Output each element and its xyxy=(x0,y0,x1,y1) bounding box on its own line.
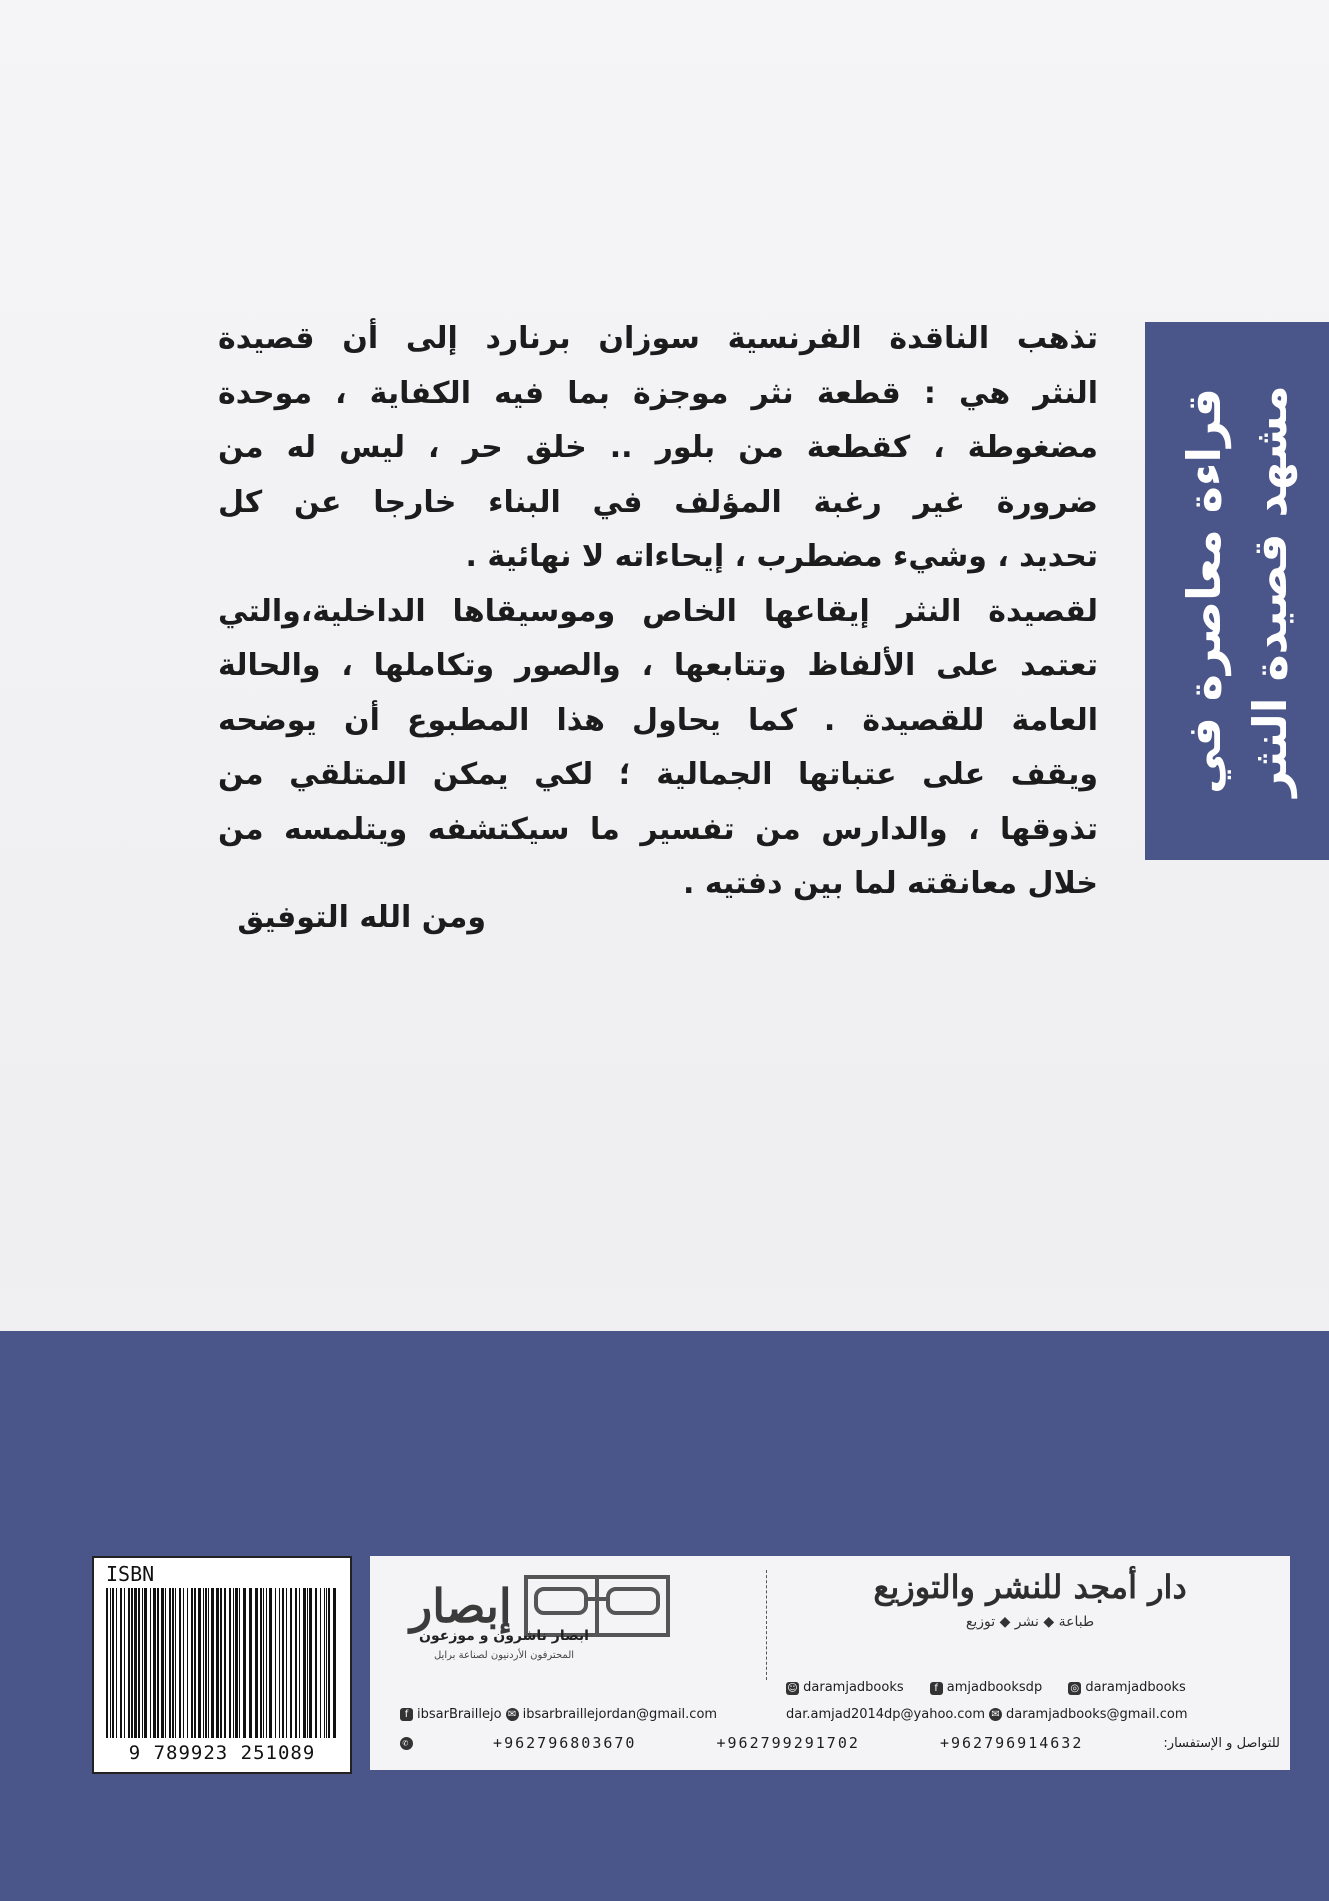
barcode-stripe xyxy=(260,1588,262,1738)
amjad-services: طباعة ◆ نشر ◆ توزيع xyxy=(965,1614,1095,1630)
amjad-email-row xyxy=(786,1707,1188,1722)
contact-label: للتواصل و الإستفسار: xyxy=(1163,1735,1280,1751)
barcode-stripe xyxy=(290,1588,292,1738)
barcode-stripe xyxy=(175,1588,176,1738)
barcode-stripe xyxy=(183,1588,184,1738)
blurb-line: تذهب الناقدة الفرنسية سوزان برنارد إلى أن قصيدة xyxy=(218,321,1098,356)
barcode-stripe xyxy=(255,1588,258,1738)
blurb-line: تحديد ، وشيء مضطرب ، إيحاءاته لا نهائية . xyxy=(465,539,1098,574)
barcode-stripe xyxy=(205,1588,207,1738)
barcode-stripe xyxy=(203,1588,204,1738)
barcode-stripe xyxy=(110,1588,111,1738)
barcode-stripe xyxy=(165,1588,166,1738)
barcode xyxy=(92,1556,352,1774)
barcode-stripe xyxy=(275,1588,276,1738)
facebook-icon: f xyxy=(930,1682,943,1695)
email-icon: ✉ xyxy=(989,1708,1002,1721)
barcode-stripe xyxy=(243,1588,246,1738)
barcode-stripe xyxy=(220,1588,222,1738)
snapchat-item[interactable] xyxy=(786,1680,904,1695)
barcode-stripe xyxy=(239,1588,240,1738)
barcode-stripe xyxy=(224,1588,226,1738)
barcode-stripe xyxy=(128,1588,130,1738)
blurb-line: تذوقها ، والدارس من تفسير ما سيكتشفه ويتلمسه من xyxy=(218,811,1098,847)
title-line-1: قراءة معاصرة في xyxy=(1177,388,1231,794)
vertical-title xyxy=(1171,331,1303,851)
barcode-stripe xyxy=(120,1588,122,1738)
ibsar-contact-row xyxy=(400,1707,717,1722)
barcode-stripe xyxy=(124,1588,125,1738)
barcode-stripe xyxy=(324,1588,325,1738)
facebook-item[interactable] xyxy=(930,1680,1043,1695)
phone-number-1[interactable]: +962796803670 xyxy=(493,1734,637,1752)
instagram-item[interactable] xyxy=(1068,1680,1186,1695)
barcode-stripe xyxy=(263,1588,264,1738)
barcode-stripe xyxy=(295,1588,297,1738)
barcode-stripe xyxy=(299,1588,300,1738)
blurb-line: لقصيدة النثر إيقاعها الخاص وموسيقاها الداخلية،والتي xyxy=(218,593,1098,629)
phone-icon: ✆ xyxy=(400,1737,413,1750)
phone-row xyxy=(400,1734,1280,1752)
ibsar-facebook-handle[interactable]: ibsarBraillejo xyxy=(417,1707,502,1722)
facebook-handle: amjadbooksdp xyxy=(946,1680,1043,1695)
ibsar-caption: ابصار ناشرون و موزعون xyxy=(419,1628,589,1644)
blurb-line: ويقف على عتباتها الجمالية ؛ لكي يمكن المتلقي من xyxy=(218,757,1098,792)
phone-number-3[interactable]: +962796914632 xyxy=(939,1734,1084,1752)
barcode-stripe xyxy=(144,1588,147,1738)
barcode-stripe xyxy=(142,1588,143,1738)
email-icon: ✉ xyxy=(506,1708,519,1721)
barcode-stripe xyxy=(269,1588,272,1738)
barcode-stripe xyxy=(307,1588,308,1738)
ibsar-logo-word: إبصار xyxy=(410,1579,512,1633)
blurb-line: ضرورة غير رغبة المؤلف في البناء خارجا عن كل xyxy=(218,484,1098,520)
blurb-line: خلال معانقته لما بين دفتيه . xyxy=(683,866,1098,901)
facebook-icon: f xyxy=(400,1708,413,1721)
isbn-number: 9 789923 251089 xyxy=(128,1742,316,1764)
snapchat-icon: ☺ xyxy=(787,1683,798,1694)
ibsar-email[interactable]: ibsarbraillejordan@gmail.com xyxy=(522,1707,718,1722)
barcode-stripe xyxy=(282,1588,284,1738)
snapchat-handle: daramjadbooks xyxy=(803,1680,904,1695)
barcode-stripe xyxy=(172,1588,174,1738)
barcode-stripe xyxy=(138,1588,140,1738)
barcode-stripe xyxy=(191,1588,193,1738)
title-tab xyxy=(1145,322,1329,860)
title-line-2: مشهد قصيدة النثر xyxy=(1243,385,1297,797)
ibsar-subcaption: المحترفون الأردنيون لصناعة برايل xyxy=(433,1650,575,1661)
barcode-stripe xyxy=(333,1588,336,1738)
amjad-email-1[interactable]: dar.amjad2014dp@yahoo.com xyxy=(786,1707,986,1722)
barcode-stripe xyxy=(216,1588,219,1738)
barcode-stripe xyxy=(326,1588,327,1738)
blurb-line: مضغوطة ، كقطعة من بلور .. خلق حر ، ليس له من xyxy=(218,430,1098,465)
barcode-stripe xyxy=(229,1588,231,1738)
barcode-stripe xyxy=(266,1588,267,1738)
barcode-stripe xyxy=(194,1588,196,1738)
instagram-icon: ◎ xyxy=(1068,1682,1081,1695)
barcode-stripe xyxy=(320,1588,321,1738)
barcode-stripe xyxy=(315,1588,317,1738)
barcode-stripe xyxy=(286,1588,287,1738)
barcode-stripe xyxy=(150,1588,151,1738)
barcode-stripe xyxy=(161,1588,164,1738)
barcode-stripe xyxy=(328,1588,330,1738)
barcode-stripe xyxy=(134,1588,137,1738)
barcode-stripe xyxy=(116,1588,117,1738)
amjad-social-row xyxy=(786,1680,1186,1695)
blurb-line: النثر هي : قطعة نثر موجزة بما فيه الكفاية ، موحدة xyxy=(218,375,1098,411)
amjad-logo-title: دار أمجد للنشر والتوزيع xyxy=(873,1568,1187,1606)
barcode-stripe xyxy=(235,1588,238,1738)
barcode-stripe xyxy=(309,1588,312,1738)
barcode-stripe xyxy=(179,1588,181,1738)
barcode-stripe xyxy=(131,1588,133,1738)
barcode-stripe xyxy=(198,1588,201,1738)
blurb-line: تعتمد على الألفاظ وتتابعها ، والصور وتكاملها ، والحالة xyxy=(218,648,1098,683)
blurb-text xyxy=(218,312,1098,912)
phone-number-2[interactable]: +962799291702 xyxy=(716,1734,860,1752)
barcode-stripe xyxy=(106,1588,108,1738)
instagram-handle: daramjadbooks xyxy=(1085,1680,1186,1695)
barcode-stripe xyxy=(233,1588,234,1738)
closing-phrase: ومن الله التوفيق xyxy=(237,900,486,935)
barcode-stripe xyxy=(153,1588,156,1738)
barcode-stripe xyxy=(249,1588,252,1738)
divider xyxy=(766,1570,768,1680)
blurb-line: العامة للقصيدة . كما يحاول هذا المطبوع أن يوضحه xyxy=(218,702,1098,738)
isbn-label: ISBN xyxy=(106,1562,155,1586)
barcode-stripe xyxy=(187,1588,188,1738)
barcode-stripe xyxy=(211,1588,214,1738)
barcode-stripe xyxy=(208,1588,209,1738)
barcode-stripe xyxy=(112,1588,114,1738)
barcode-stripe xyxy=(279,1588,280,1738)
barcode-stripe xyxy=(169,1588,171,1738)
barcode-bars xyxy=(106,1588,338,1738)
barcode-stripe xyxy=(157,1588,159,1738)
barcode-stripe xyxy=(303,1588,306,1738)
amjad-email-2[interactable]: daramjadbooks@gmail.com xyxy=(1006,1707,1188,1722)
